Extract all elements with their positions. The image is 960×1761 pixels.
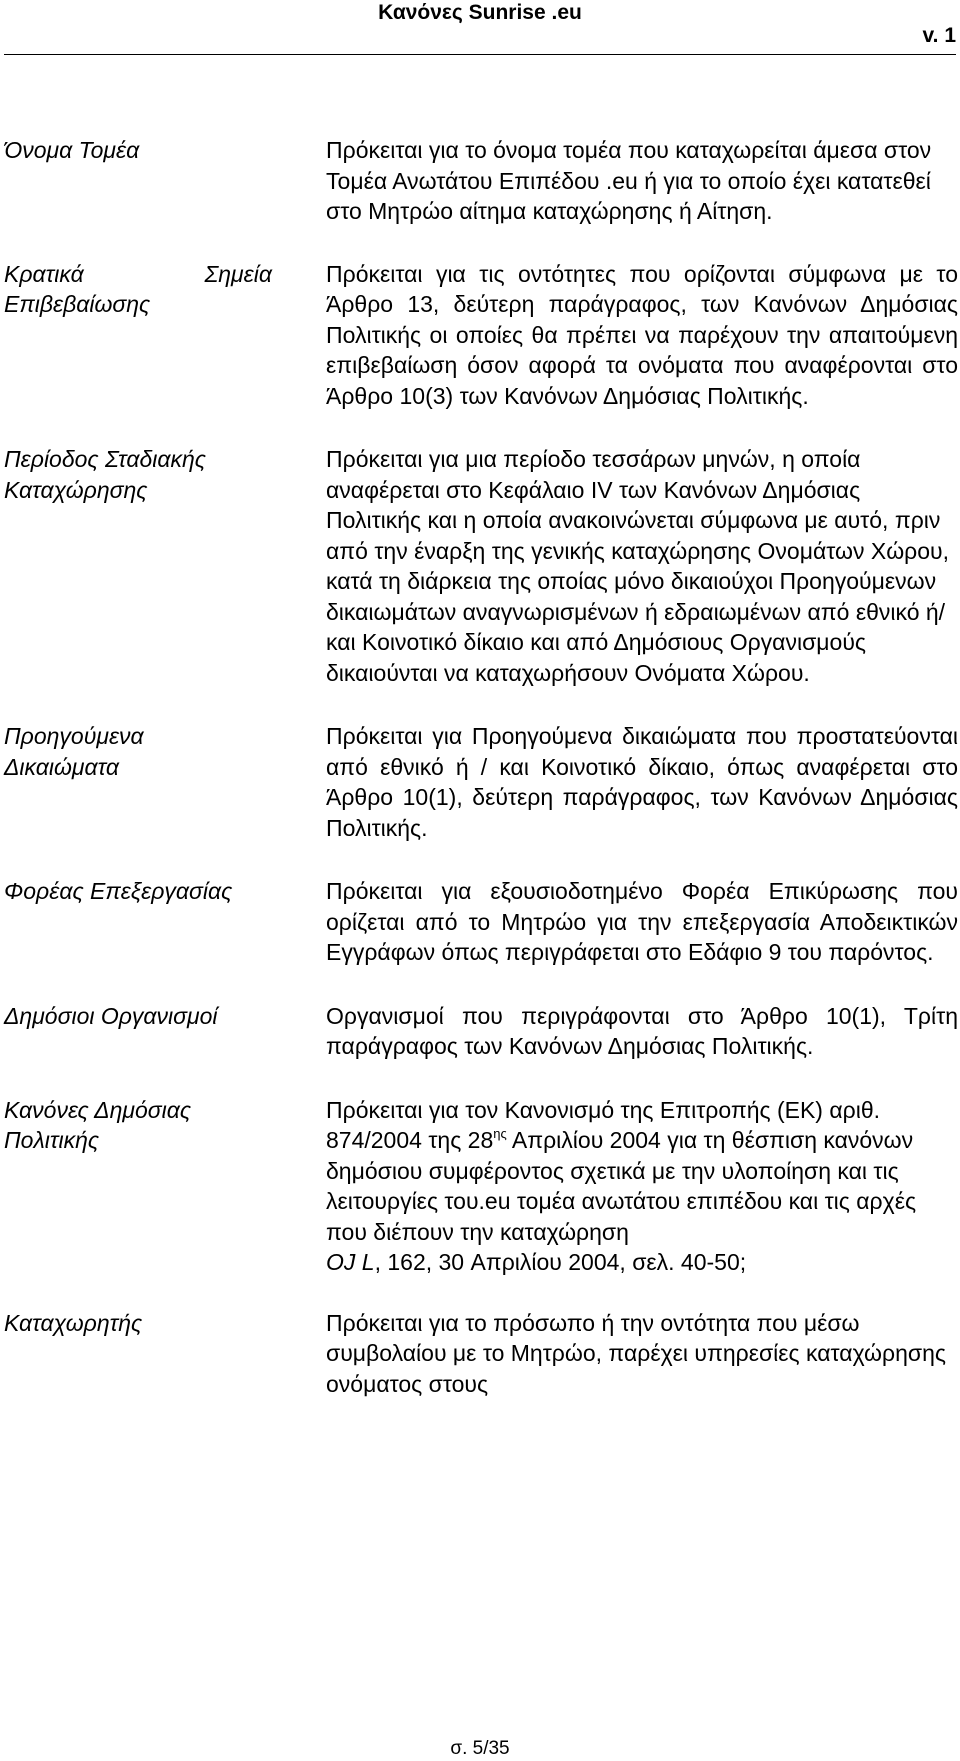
definition-entry <box>4 259 958 412</box>
definition-entry <box>4 444 958 688</box>
definition-text: Πρόκειται για Προηγούμενα δικαιώματα που προστατεύονται από εθνικό ή / και Κοινοτικό δίκαιο, όπως αναφέρεται στο Άρθρο 10(1), δεύτερη παράγραφος, των Κανόνων Δημόσιας Πολιτικής. <box>326 723 958 841</box>
definition-entry <box>4 721 958 843</box>
definition-entry <box>4 135 958 227</box>
ordinal-suffix: ης <box>493 1126 507 1141</box>
definition-text-part: Απριλίου 2004 για τη θέσπιση κανόνων δημόσιου συμφέροντος σχετικά με την υλοποίηση και τις λειτουργίες του.eu τομέα ανωτάτου επιπέδου και τις αρχές που διέπουν την καταχώρηση <box>326 1127 917 1245</box>
definition-term: Κανόνες Δημόσιας Πολιτικής <box>4 1096 192 1153</box>
definition-term: Κρατικά Σημεία Επιβεβαίωσης <box>4 260 272 317</box>
definition-entry <box>4 1001 958 1062</box>
definition-text-part: Πρόκειται για τον Κανονισμό της Επιτροπής (ΕΚ) αριθ. 874/2004 της 28 <box>326 1096 881 1153</box>
definition-entry <box>4 876 958 968</box>
page-number: σ. 5/35 <box>450 1738 510 1759</box>
definition-text: Οργανισμοί που περιγράφονται στο Άρθρο 10(1), Τρίτη παράγραφος των Κανόνων Δημόσιας Πολιτικής. <box>326 1002 958 1059</box>
definition-text: Πρόκειται για το όνομα τομέα που καταχωρείται άμεσα στον Τομέα Ανωτάτου Επιπέδου .eu ή για το οποίο έχει κατατεθεί στο Μητρώο αίτημα καταχώρησης ή Αίτηση. <box>326 137 932 224</box>
definition-term: Καταχωρητής <box>4 1309 143 1336</box>
definition-text: Πρόκειται για τις οντότητες που ορίζονται σύμφωνα με το Άρθρο 13, δεύτερη παράγραφος, των Κανόνων Δημόσιας Πολιτικής οι οποίες θα πρέπει να παρέχουν την απαιτούμενη επιβεβαίωση όσον αφορά τα ονόματα που αναφέρονται στο Άρθρο 10(3) των Κανόνων Δημόσιας Πολιτικής. <box>326 260 958 409</box>
definition-entry <box>4 1095 958 1278</box>
oj-reference-details: , 162, 30 Απριλίου 2004, σελ. 40-50; <box>374 1249 747 1275</box>
definition-term: Φορέας Επεξεργασίας <box>4 878 233 904</box>
version-label: v. 1 <box>922 24 956 47</box>
definition-term: Όνομα Τομέα <box>4 137 140 163</box>
definition-text <box>326 1095 958 1278</box>
header-divider <box>4 54 956 55</box>
page-header <box>0 0 960 60</box>
oj-reference-label: OJ L <box>326 1249 375 1275</box>
definition-term: Προηγούμενα Δικαιώματα <box>4 723 144 780</box>
definition-term: Περίοδος Σταδιακής Καταχώρησης <box>4 446 206 503</box>
definition-text: Πρόκειται για το πρόσωπο ή την οντότητα που μέσω συμβολαίου με το Μητρώο, παρέχει υπηρεσίες καταχώρησης ονόματος στους <box>326 1309 946 1397</box>
definitions-list <box>4 135 958 1399</box>
document-title: Κανόνες Sunrise .eu <box>378 1 582 24</box>
definition-text: Πρόκειται για εξουσιοδοτημένο Φορέα Επικύρωσης που ορίζεται από το Μητρώο για την επεξεργασία Αποδεικτικών Εγγράφων όπως περιγράφεται στο Εδάφιο 9 του παρόντος. <box>326 878 958 965</box>
definition-entry <box>4 1308 958 1400</box>
definition-text: Πρόκειται για μια περίοδο τεσσάρων μηνών, η οποία αναφέρεται στο Κεφάλαιο IV των Κανόνων Δημόσιας Πολιτικής και η οποία ανακοινώνεται σύμφωνα με αυτό, πριν από την έναρξη της γενικής καταχώρησης Ονομάτων Χώρου, κατά τη διάρκεια της οποίας μόνο δικαιούχοι Προηγούμενων δικαιωμάτων αναγνωρισμένων ή εδραιωμένων από εθνικό ή/ και Κοινοτικό δίκαιο και από Δημόσιους Οργανισμούς δικαιούνται να καταχωρήσουν Ονόματα Χώρου. <box>326 446 950 686</box>
definition-term: Δημόσιοι Οργανισμοί <box>4 1002 218 1029</box>
